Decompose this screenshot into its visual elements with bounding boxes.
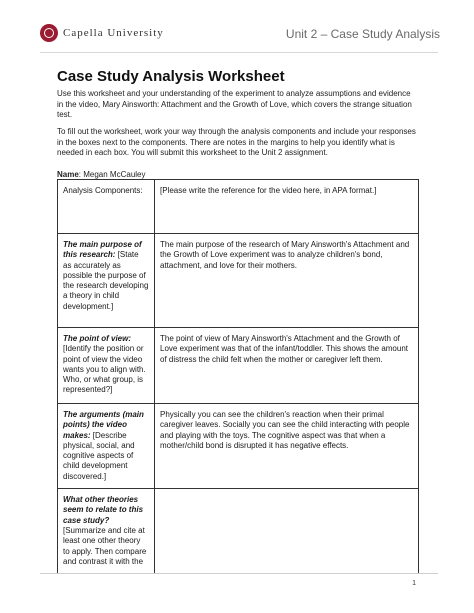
footer-divider [40,573,438,574]
component-cell [58,234,155,328]
response-cell[interactable] [155,489,419,574]
response-cell[interactable] [155,180,419,234]
university-logo [40,24,164,42]
response-text: [Please write the reference for the video here, in APA format.] [160,186,377,195]
header-divider [40,52,438,53]
component-cell [58,404,155,489]
name-value: : Megan McCauley [78,170,146,179]
component-cell [58,489,155,574]
table-row [58,489,419,574]
page-header [40,24,440,44]
unit-title: Unit 2 – Case Study Analysis [285,27,440,41]
component-label: Analysis Components: [63,186,143,195]
component-heading: What other theories seem to relate to this case study? [63,495,144,525]
document-title: Case Study Analysis Worksheet [57,68,285,85]
name-line [57,170,146,179]
component-note: [State as accurately as possible the purpose of the research developing a theory in child development.] [63,250,149,311]
response-text: Physically you can see the children's reaction when their primal caregiver leaves. Socially you can see the child interacting with people and playing with the toys. The cognitive aspect was that when a mother/child bond is disrupted it has negative effects. [160,410,410,450]
response-cell[interactable] [155,404,419,489]
capella-seal-icon [40,24,58,42]
analysis-table [57,179,419,574]
component-note: [Summarize and cite at least one other theory to apply. Then compare and contrast it with the [63,525,147,566]
logo-text: Capella University [63,27,164,39]
response-text: The main purpose of the research of Mary Ainsworth's Attachment and the Growth of Love experiment was to analyze children's bond, attachment, and love for their mothers. [160,240,410,270]
table-row [58,234,419,328]
table-row [58,404,419,489]
intro-paragraph: Use this worksheet and your understanding of the experiment to analyze assumptions and evidence in the video, Mary Ainsworth: Attachment and the Growth of Love, which covers the strange situation test. [57,89,412,119]
component-heading: The point of view: [63,334,131,343]
response-cell[interactable] [155,328,419,404]
instructions-paragraph: To fill out the worksheet, work your way through the analysis components and include your responses in the boxes next to the components. There are notes in the margins to help you identify what is needed in each box. You will submit this worksheet to the Unit 2 assignment. [57,127,416,157]
response-text: The point of view of Mary Ainsworth's Attachment and the Growth of Love experiment was that of the infant/toddler. This shows the amount of distress the child felt when the mother or caregiver left them. [160,334,408,364]
page-number: 1 [412,580,416,587]
component-note: [Describe physical, social, and cognitive aspects of child development discovered.] [63,430,135,481]
table-row [58,328,419,404]
component-heading: The main purpose of this research: [63,240,142,260]
table-row [58,180,419,234]
component-heading: The arguments (main points) the video makes: [63,410,144,440]
response-cell[interactable] [155,234,419,328]
component-note: [Identify the position or point of view the video wants you to align with. Who, or what group, is represented?] [63,344,146,395]
name-label: Name [57,170,79,179]
component-cell [58,180,155,234]
component-cell [58,328,155,404]
